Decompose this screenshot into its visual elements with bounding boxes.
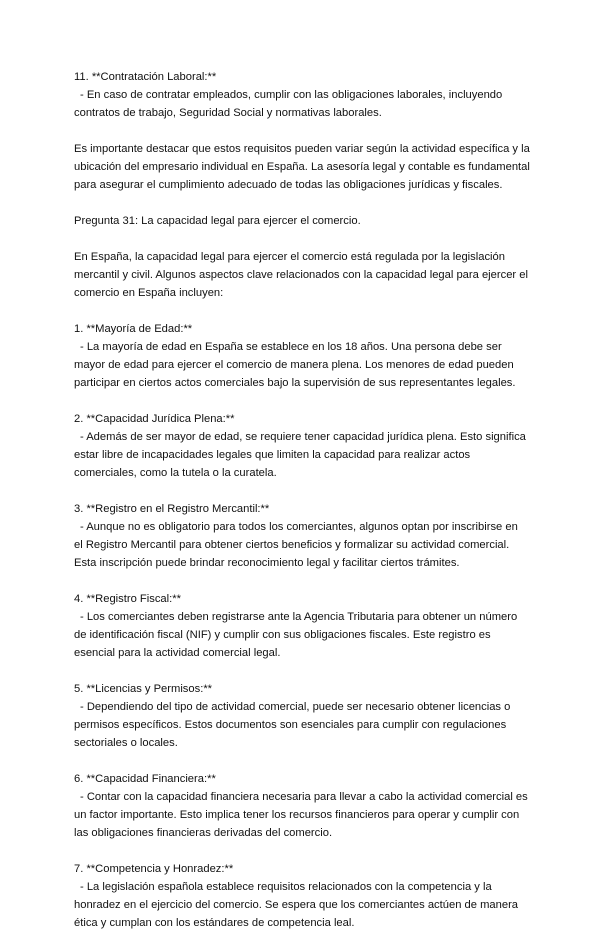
question-title [74, 212, 534, 230]
closing-paragraph-line: ubicación del empresario individual en España. La asesoría legal y contable es fundamental [74, 161, 530, 173]
list-item-line: mayor de edad para ejercer el comercio de manera plena. Los menores de edad pueden [74, 359, 514, 371]
list-item-heading: 2. **Capacidad Jurídica Plena:** [74, 413, 235, 425]
list-item-capacidad-financiera [74, 770, 534, 842]
intro-paragraph-line: En España, la capacidad legal para ejercer el comercio está regulada por la legislación [74, 251, 505, 263]
list-item-line: las obligaciones financieras derivadas del comercio. [74, 827, 333, 839]
list-item-line: participar en ciertos actos comerciales bajo la supervisión de sus representantes legales. [74, 377, 516, 389]
intro-paragraph-line: mercantil y civil. Algunos aspectos clave relacionados con la capacidad legal para ejercer el [74, 269, 528, 281]
intro-paragraph [74, 248, 534, 302]
list-item-line: estar libre de incapacidades legales que limiten la capacidad para realizar actos [74, 449, 471, 461]
list-item-line: esencial para la actividad comercial legal. [74, 647, 281, 659]
document-page [74, 68, 534, 950]
section-11 [74, 68, 534, 122]
list-item-capacidad-juridica [74, 410, 534, 482]
list-item-line: ética y cumplan con los estándares de competencia leal. [74, 917, 355, 929]
section-11-line: contratos de trabajo, Seguridad Social y normativas laborales. [74, 107, 382, 119]
list-item-line: - Aunque no es obligatorio para todos los comerciantes, algunos optan por inscribirse en [80, 521, 518, 533]
list-item-line: - La mayoría de edad en España se establece en los 18 años. Una persona debe ser [80, 341, 502, 353]
list-item-heading: 1. **Mayoría de Edad:** [74, 323, 193, 335]
list-item-line: - Además de ser mayor de edad, se requiere tener capacidad jurídica plena. Esto significa [80, 431, 526, 443]
list-item-line: honradez en el ejercicio del comercio. Se espera que los comerciantes actúen de manera [74, 899, 519, 911]
closing-paragraph-line: Es importante destacar que estos requisitos pueden variar según la actividad específica y la [74, 143, 530, 155]
list-item-heading: 4. **Registro Fiscal:** [74, 593, 181, 605]
list-item-line: el Registro Mercantil para obtener ciertos beneficios y formalizar su actividad comercial. [74, 539, 510, 551]
list-item-licencias [74, 680, 534, 752]
list-item-competencia [74, 860, 534, 932]
list-item-heading: 7. **Competencia y Honradez:** [74, 863, 234, 875]
list-item-line: un factor importante. Esto implica tener los recursos financieros para operar y cumplir con [74, 809, 520, 821]
list-item-line: - Dependiendo del tipo de actividad comercial, puede ser necesario obtener licencias o [80, 701, 511, 713]
list-item-heading: 5. **Licencias y Permisos:** [74, 683, 213, 695]
question-heading: Pregunta 31: La capacidad legal para ejercer el comercio. [74, 215, 361, 227]
list-item-line: permisos específicos. Estos documentos son esenciales para cumplir con regulaciones [74, 719, 507, 731]
list-item-line: sectoriales o locales. [74, 737, 178, 749]
list-item-heading: 6. **Capacidad Financiera:** [74, 773, 216, 785]
list-item-heading: 3. **Registro en el Registro Mercantil:** [74, 503, 270, 515]
list-item-line: - Contar con la capacidad financiera necesaria para llevar a cabo la actividad comercial es [80, 791, 528, 803]
intro-paragraph-line: comercio en España incluyen: [74, 287, 224, 299]
section-11-line: - En caso de contratar empleados, cumplir con las obligaciones laborales, incluyendo [80, 89, 503, 101]
closing-paragraph [74, 140, 534, 194]
closing-paragraph-line: para asegurar el cumplimiento adecuado de todas las obligaciones jurídicas y fiscales. [74, 179, 503, 191]
list-item-mayoria-de-edad [74, 320, 534, 392]
section-11-heading: 11. **Contratación Laboral:** [74, 71, 217, 83]
list-item-line: Esta inscripción puede brindar reconocimiento legal y facilitar ciertos trámites. [74, 557, 460, 569]
list-item-line: comerciales, como la tutela o la curatela. [74, 467, 277, 479]
list-item-line: - La legislación española establece requisitos relacionados con la competencia y la [80, 881, 492, 893]
list-item-line: - Los comerciantes deben registrarse ante la Agencia Tributaria para obtener un número [80, 611, 518, 623]
list-item-line: de identificación fiscal (NIF) y cumplir con sus obligaciones fiscales. Este registro es [74, 629, 491, 641]
list-item-registro-mercantil [74, 500, 534, 572]
list-item-registro-fiscal [74, 590, 534, 662]
